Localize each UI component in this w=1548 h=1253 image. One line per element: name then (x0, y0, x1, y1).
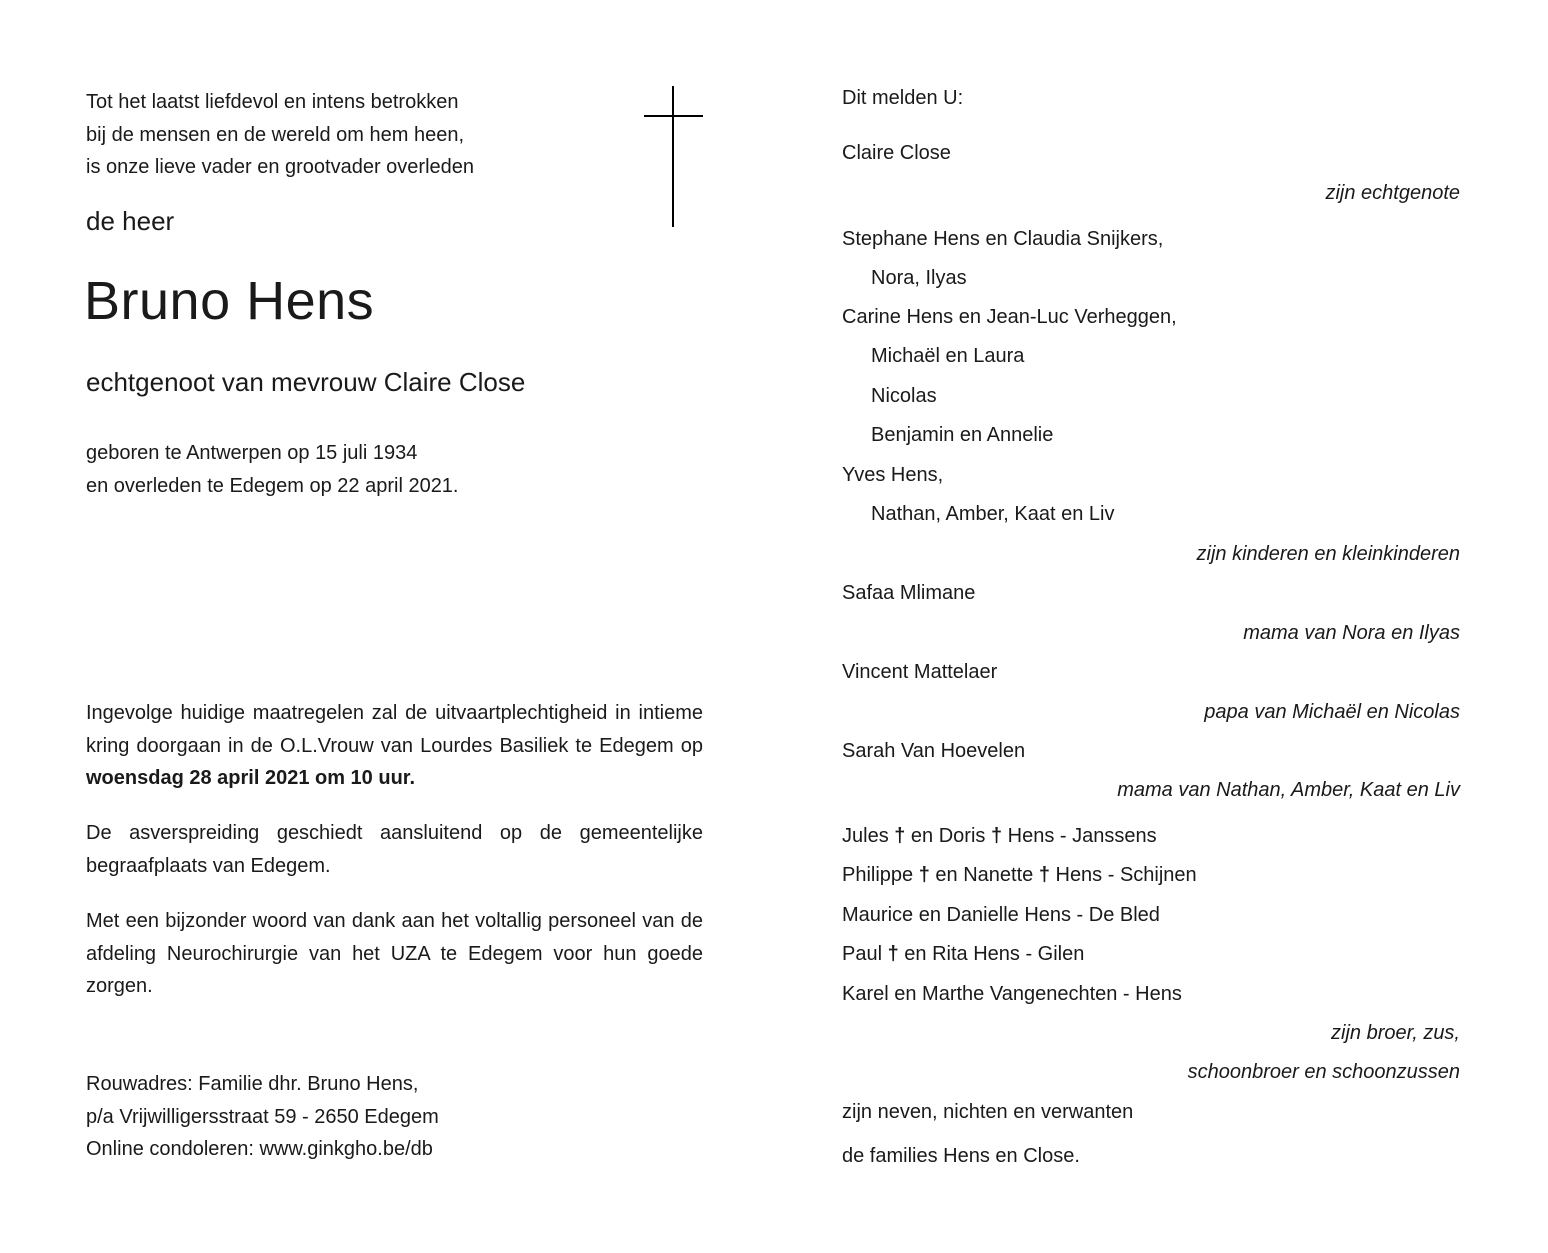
life-dates (86, 437, 459, 502)
sibling-line (842, 864, 1197, 887)
funeral-date: woensdag 28 april 2021 om 10 uur. (86, 767, 416, 789)
relation-name: Sarah Van Hoevelen (842, 740, 1026, 762)
children-role: zijn kinderen en kleinkinderen (1196, 543, 1460, 565)
families-line: de families Hens en Close. (842, 1145, 1080, 1167)
ashes-paragraph: De asverspreiding geschiedt aansluitend op de gemeentelijke begraafplaats van Edegem. (86, 822, 703, 877)
siblings-role: zijn broer, zus, (1331, 1022, 1460, 1044)
cross-horizontal-bar (644, 115, 703, 117)
relation-role: papa van Michaël en Nicolas (1204, 701, 1460, 723)
siblings-role: schoonbroer en schoonzussen (1187, 1061, 1460, 1083)
announcement-heading: Dit melden U: (842, 87, 964, 109)
dagger-icon: † (887, 943, 899, 965)
sibling-line: Karel en Marthe Vangenechten - Hens (842, 983, 1182, 1005)
relation-role: mama van Nora en Ilyas (1243, 622, 1460, 644)
child-line: Stephane Hens en Claudia Snijkers, (842, 228, 1164, 250)
sibling-line (842, 943, 1084, 966)
sibling-name: en Rita Hens - Gilen (898, 943, 1085, 965)
funeral-paragraph (86, 697, 703, 795)
dagger-icon: † (894, 825, 906, 847)
thanks-paragraph: Met een bijzonder woord van dank aan het voltallig personeel van de afdeling Neurochirurgie van het UZA te Edegem voor hun goede zorgen. (86, 910, 703, 997)
grandchild-line: Nora, Ilyas (871, 267, 967, 289)
funeral-text: Ingevolge huidige maatregelen zal de uitvaartplechtigheid in intieme kring doorgaan in de O.L.Vrouw van Lourdes Basiliek te Edegem op (86, 702, 703, 757)
dagger-icon: † (1038, 864, 1050, 886)
spouse-line: echtgenoot van mevrouw Claire Close (86, 367, 526, 397)
intro-text (86, 86, 474, 184)
deceased-name: Bruno Hens (84, 271, 375, 331)
relation-role: mama van Nathan, Amber, Kaat en Liv (1117, 779, 1460, 801)
grandchild-line: Nathan, Amber, Kaat en Liv (871, 503, 1115, 525)
title-prefix: de heer (86, 206, 175, 236)
intro-line: bij de mensen en de wereld om hem heen, (86, 123, 465, 146)
sibling-name: en Doris (905, 825, 991, 847)
grandchild-line: Nicolas (871, 385, 937, 407)
death-line: en overleden te Edegem op 22 april 2021. (86, 474, 459, 497)
relation-name: Safaa Mlimane (842, 582, 976, 604)
dagger-icon: † (918, 864, 930, 886)
cross-vertical-bar (672, 86, 674, 227)
address-line: p/a Vrijwilligersstraat 59 - 2650 Edegem (86, 1105, 439, 1128)
sibling-line: Maurice en Danielle Hens - De Bled (842, 904, 1160, 926)
sibling-name: Philippe (842, 864, 919, 886)
intro-line: Tot het laatst liefdevol en intens betrokken (86, 91, 459, 113)
relatives-line: zijn neven, nichten en verwanten (842, 1101, 1134, 1123)
sibling-name: Jules (842, 825, 895, 847)
birth-line: geboren te Antwerpen op 15 juli 1934 (86, 442, 418, 464)
sibling-surname: Hens - Schijnen (1049, 864, 1197, 886)
grandchild-line: Benjamin en Annelie (871, 424, 1054, 446)
sibling-surname: Hens - Janssens (1002, 825, 1157, 847)
spouse-role: zijn echtgenote (1325, 182, 1460, 204)
child-line: Yves Hens, (842, 464, 944, 486)
spouse-name: Claire Close (842, 142, 951, 164)
sibling-name: Paul (842, 943, 888, 965)
sibling-name: en Nanette (929, 864, 1039, 886)
relation-name: Vincent Mattelaer (842, 661, 998, 683)
address-line: Online condoleren: www.ginkgho.be/db (86, 1138, 433, 1160)
dagger-icon: † (990, 825, 1003, 847)
grandchild-line: Michaël en Laura (871, 345, 1025, 367)
intro-line: is onze lieve vader en grootvader overleden (86, 156, 475, 178)
mourning-address (86, 1068, 439, 1166)
child-line: Carine Hens en Jean-Luc Verheggen, (842, 306, 1177, 328)
address-line: Rouwadres: Familie dhr. Bruno Hens, (86, 1073, 419, 1095)
sibling-line (842, 825, 1157, 848)
